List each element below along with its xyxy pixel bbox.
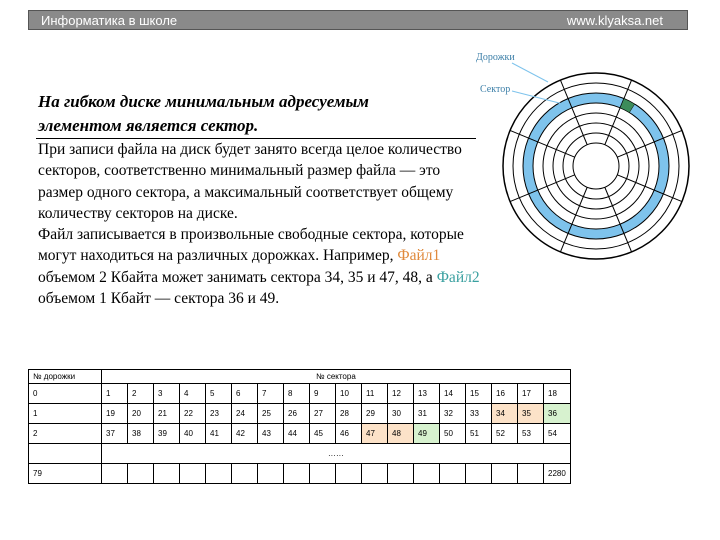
track-number-cell: 1 [29, 404, 102, 424]
sector-cell: 27 [310, 404, 336, 424]
sector-cell: 8 [284, 384, 310, 404]
sector-cell: 34 [492, 404, 518, 424]
sector-cell: 3 [154, 384, 180, 404]
sector-cell: 43 [258, 424, 284, 444]
sector-cell: 20 [128, 404, 154, 424]
table-row [29, 384, 571, 404]
sector-cell: 41 [206, 424, 232, 444]
sector-cell: 26 [284, 404, 310, 424]
sector-cell: 11 [362, 384, 388, 404]
empty-sector-cell [232, 464, 258, 484]
disk-rings [503, 73, 689, 259]
sector-cell: 39 [154, 424, 180, 444]
sector-cell: 35 [518, 404, 544, 424]
table-ellipsis-row [29, 444, 571, 464]
empty-sector-cell [440, 464, 466, 484]
sector-label: Сектор [480, 84, 511, 95]
sector-cell: 54 [544, 424, 571, 444]
sector-cell: 46 [336, 424, 362, 444]
sector-cell: 1 [102, 384, 128, 404]
track-number-cell: 2 [29, 424, 102, 444]
header-url[interactable]: www.klyaksa.net [566, 13, 663, 28]
sector-cell: 25 [258, 404, 284, 424]
sector-cell: 45 [310, 424, 336, 444]
sector-cell: 51 [466, 424, 492, 444]
file1-label: Файл1 [397, 247, 441, 265]
table-row [29, 424, 571, 444]
tracks-pointer-line [512, 63, 548, 82]
paragraph-2-part-a: Файл записывается в произвольные свободные сектора, которые могут находиться на различных дорожках. Например, [38, 226, 464, 265]
empty-sector-cell [102, 464, 128, 484]
sector-cell: 22 [180, 404, 206, 424]
sector-table [28, 369, 571, 484]
empty-sector-cell [492, 464, 518, 484]
paragraph-2-part-b: объемом 2 Кбайта может занимать сектора 34, 35 и 47, 48, а [38, 268, 437, 286]
slide-title [38, 90, 478, 138]
sector-cell: 9 [310, 384, 336, 404]
sector-cell: 7 [258, 384, 284, 404]
table-header-row [29, 370, 571, 384]
sector-cell: 14 [440, 384, 466, 404]
last-sector-cell: 2280 [544, 464, 571, 484]
header-title: Информатика в школе [41, 13, 178, 28]
paragraph-1: При записи файла на диск будет занято всегда целое количество секторов, соответственно минимальный размер файла — это размер одного сектора, а максимальный соответствует общему количеству секторов на диске. [38, 141, 462, 222]
ellipsis-cell: …… [102, 444, 571, 464]
empty-sector-cell [154, 464, 180, 484]
sector-cell: 16 [492, 384, 518, 404]
sector-cell: 19 [102, 404, 128, 424]
sector-cell: 50 [440, 424, 466, 444]
sector-cell: 10 [336, 384, 362, 404]
paragraph-2 [38, 224, 483, 309]
sector-cell: 31 [414, 404, 440, 424]
sector-cell: 53 [518, 424, 544, 444]
track-number-cell: 0 [29, 384, 102, 404]
sector-cell: 44 [284, 424, 310, 444]
last-track-cell: 79 [29, 464, 102, 484]
empty-sector-cell [310, 464, 336, 484]
empty-sector-cell [180, 464, 206, 484]
disk-hub [573, 143, 619, 189]
table-row [29, 404, 571, 424]
track-column-header: № дорожки [29, 370, 102, 384]
tracks-label: Дорожки [476, 52, 515, 63]
ellipsis-blank-cell [29, 444, 102, 464]
empty-sector-cell [362, 464, 388, 484]
sector-cell: 52 [492, 424, 518, 444]
sector-cell: 5 [206, 384, 232, 404]
sector-cell: 18 [544, 384, 571, 404]
paragraph-2-part-c: объемом 1 Кбайт — сектора 36 и 49. [38, 290, 280, 308]
table-row-last [29, 464, 571, 484]
sector-cell: 13 [414, 384, 440, 404]
empty-sector-cell [206, 464, 232, 484]
sector-cell: 33 [466, 404, 492, 424]
sector-cell: 37 [102, 424, 128, 444]
slide-title-line2: элементом является сектор. [38, 116, 259, 135]
file2-label: Файл2 [436, 268, 480, 286]
sector-cell: 30 [388, 404, 414, 424]
sector-cell: 12 [388, 384, 414, 404]
disk-diagram [470, 38, 710, 268]
sector-cell: 29 [362, 404, 388, 424]
sector-cell: 49 [414, 424, 440, 444]
sector-cell: 6 [232, 384, 258, 404]
empty-sector-cell [518, 464, 544, 484]
sector-cell: 24 [232, 404, 258, 424]
empty-sector-cell [388, 464, 414, 484]
slide-title-line1: На гибком диске минимальным адресуемым [38, 92, 369, 111]
sector-cell: 38 [128, 424, 154, 444]
empty-sector-cell [466, 464, 492, 484]
sector-cell: 23 [206, 404, 232, 424]
body-text [38, 139, 483, 309]
empty-sector-cell [284, 464, 310, 484]
empty-sector-cell [258, 464, 284, 484]
sector-column-header: № сектора [102, 370, 571, 384]
sector-cell: 2 [128, 384, 154, 404]
sector-cell: 28 [336, 404, 362, 424]
sector-cell: 21 [154, 404, 180, 424]
sector-cell: 48 [388, 424, 414, 444]
sector-cell: 47 [362, 424, 388, 444]
sector-cell: 4 [180, 384, 206, 404]
sector-cell: 42 [232, 424, 258, 444]
empty-sector-cell [128, 464, 154, 484]
sector-cell: 17 [518, 384, 544, 404]
sector-cell: 15 [466, 384, 492, 404]
header-bar [28, 10, 688, 30]
sector-cell: 40 [180, 424, 206, 444]
empty-sector-cell [336, 464, 362, 484]
empty-sector-cell [414, 464, 440, 484]
sector-cell: 36 [544, 404, 571, 424]
sector-cell: 32 [440, 404, 466, 424]
